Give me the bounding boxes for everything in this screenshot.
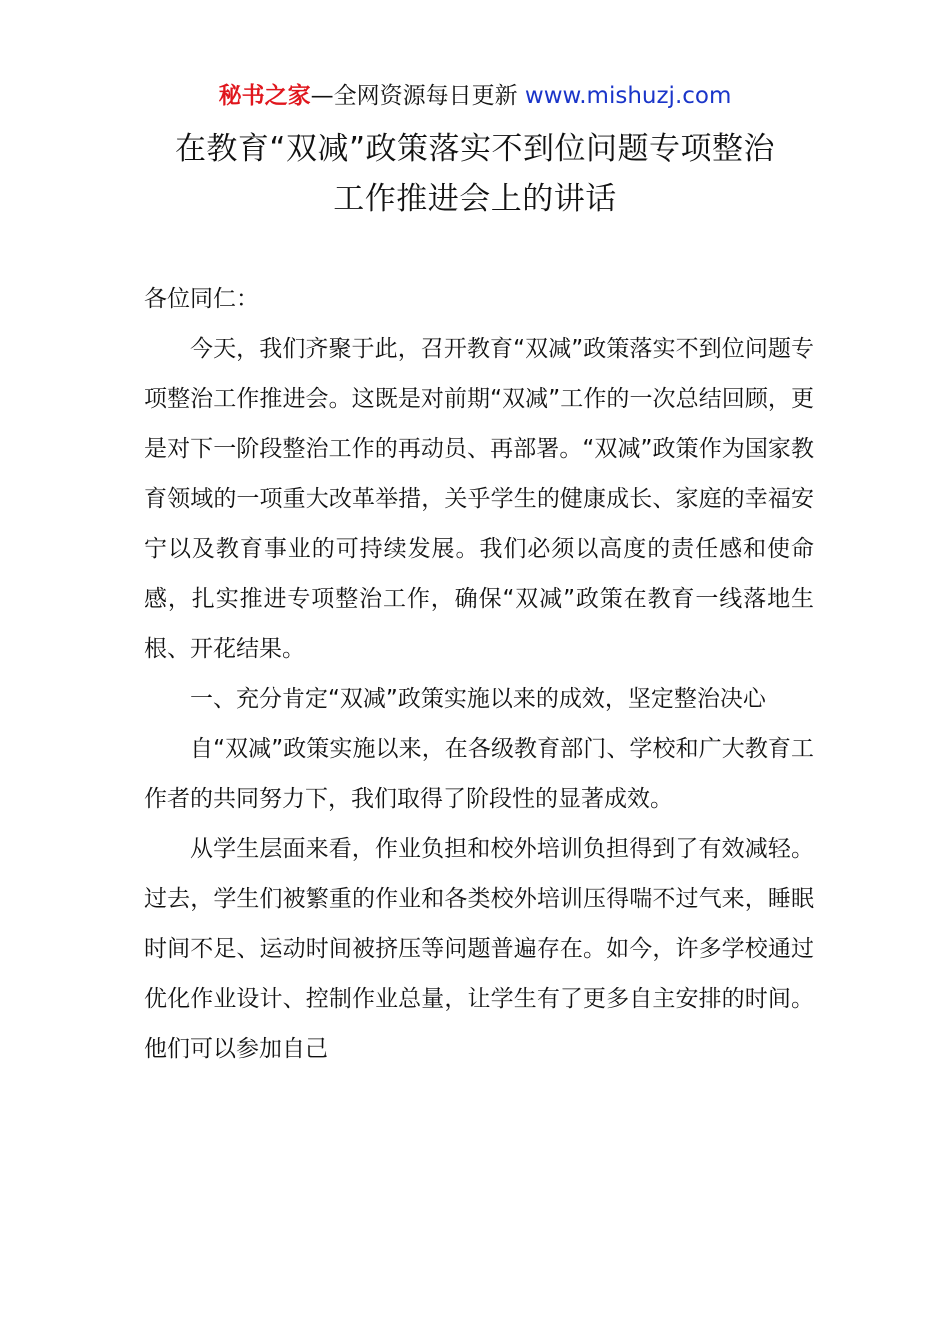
header-tagline: —全网资源每日更新 <box>310 83 525 109</box>
document-title-line-2: 工作推进会上的讲话 <box>333 181 617 217</box>
document-body <box>144 274 814 1074</box>
body-paragraph-achievements: 自“双减”政策实施以来，在各级教育部门、学校和广大教育工作者的共同努力下，我们取得了阶段性的显著成效。 <box>144 736 814 812</box>
body-paragraph-intro: 今天，我们齐聚于此，召开教育“双减”政策落实不到位问题专项整治工作推进会。这既是对前期“双减”工作的一次总结回顾，更是对下一阶段整治工作的再动员、再部署。“双减”政策作为国家教育领域的一项重大改革举措，关乎学生的健康成长、家庭的幸福安宁以及教育事业的可持续发展。我们必须以高度的责任感和使命感，扎实推进专项整治工作，确保“双减”政策在教育一线落地生根、开花结果。 <box>144 336 814 662</box>
document-title <box>0 124 950 224</box>
document-title-line-1: 在教育“双减”政策落实不到位问题专项整治 <box>174 131 776 167</box>
brand-name: 秘书之家 <box>218 83 311 109</box>
salutation: 各位同仁： <box>144 286 259 312</box>
section-heading-1: 一、充分肯定“双减”政策实施以来的成效，坚定整治决心 <box>190 686 766 712</box>
site-url-link[interactable]: www.mishuzj.com <box>524 83 732 109</box>
body-paragraph-student-level: 从学生层面来看，作业负担和校外培训负担得到了有效减轻。过去，学生们被繁重的作业和各类校外培训压得喘不过气来，睡眠时间不足、运动时间被挤压等问题普遍存在。如今，许多学校通过优化作业设计、控制作业总量，让学生有了更多自主安排的时间。他们可以参加自己 <box>144 836 814 1062</box>
site-header-banner <box>0 78 950 114</box>
